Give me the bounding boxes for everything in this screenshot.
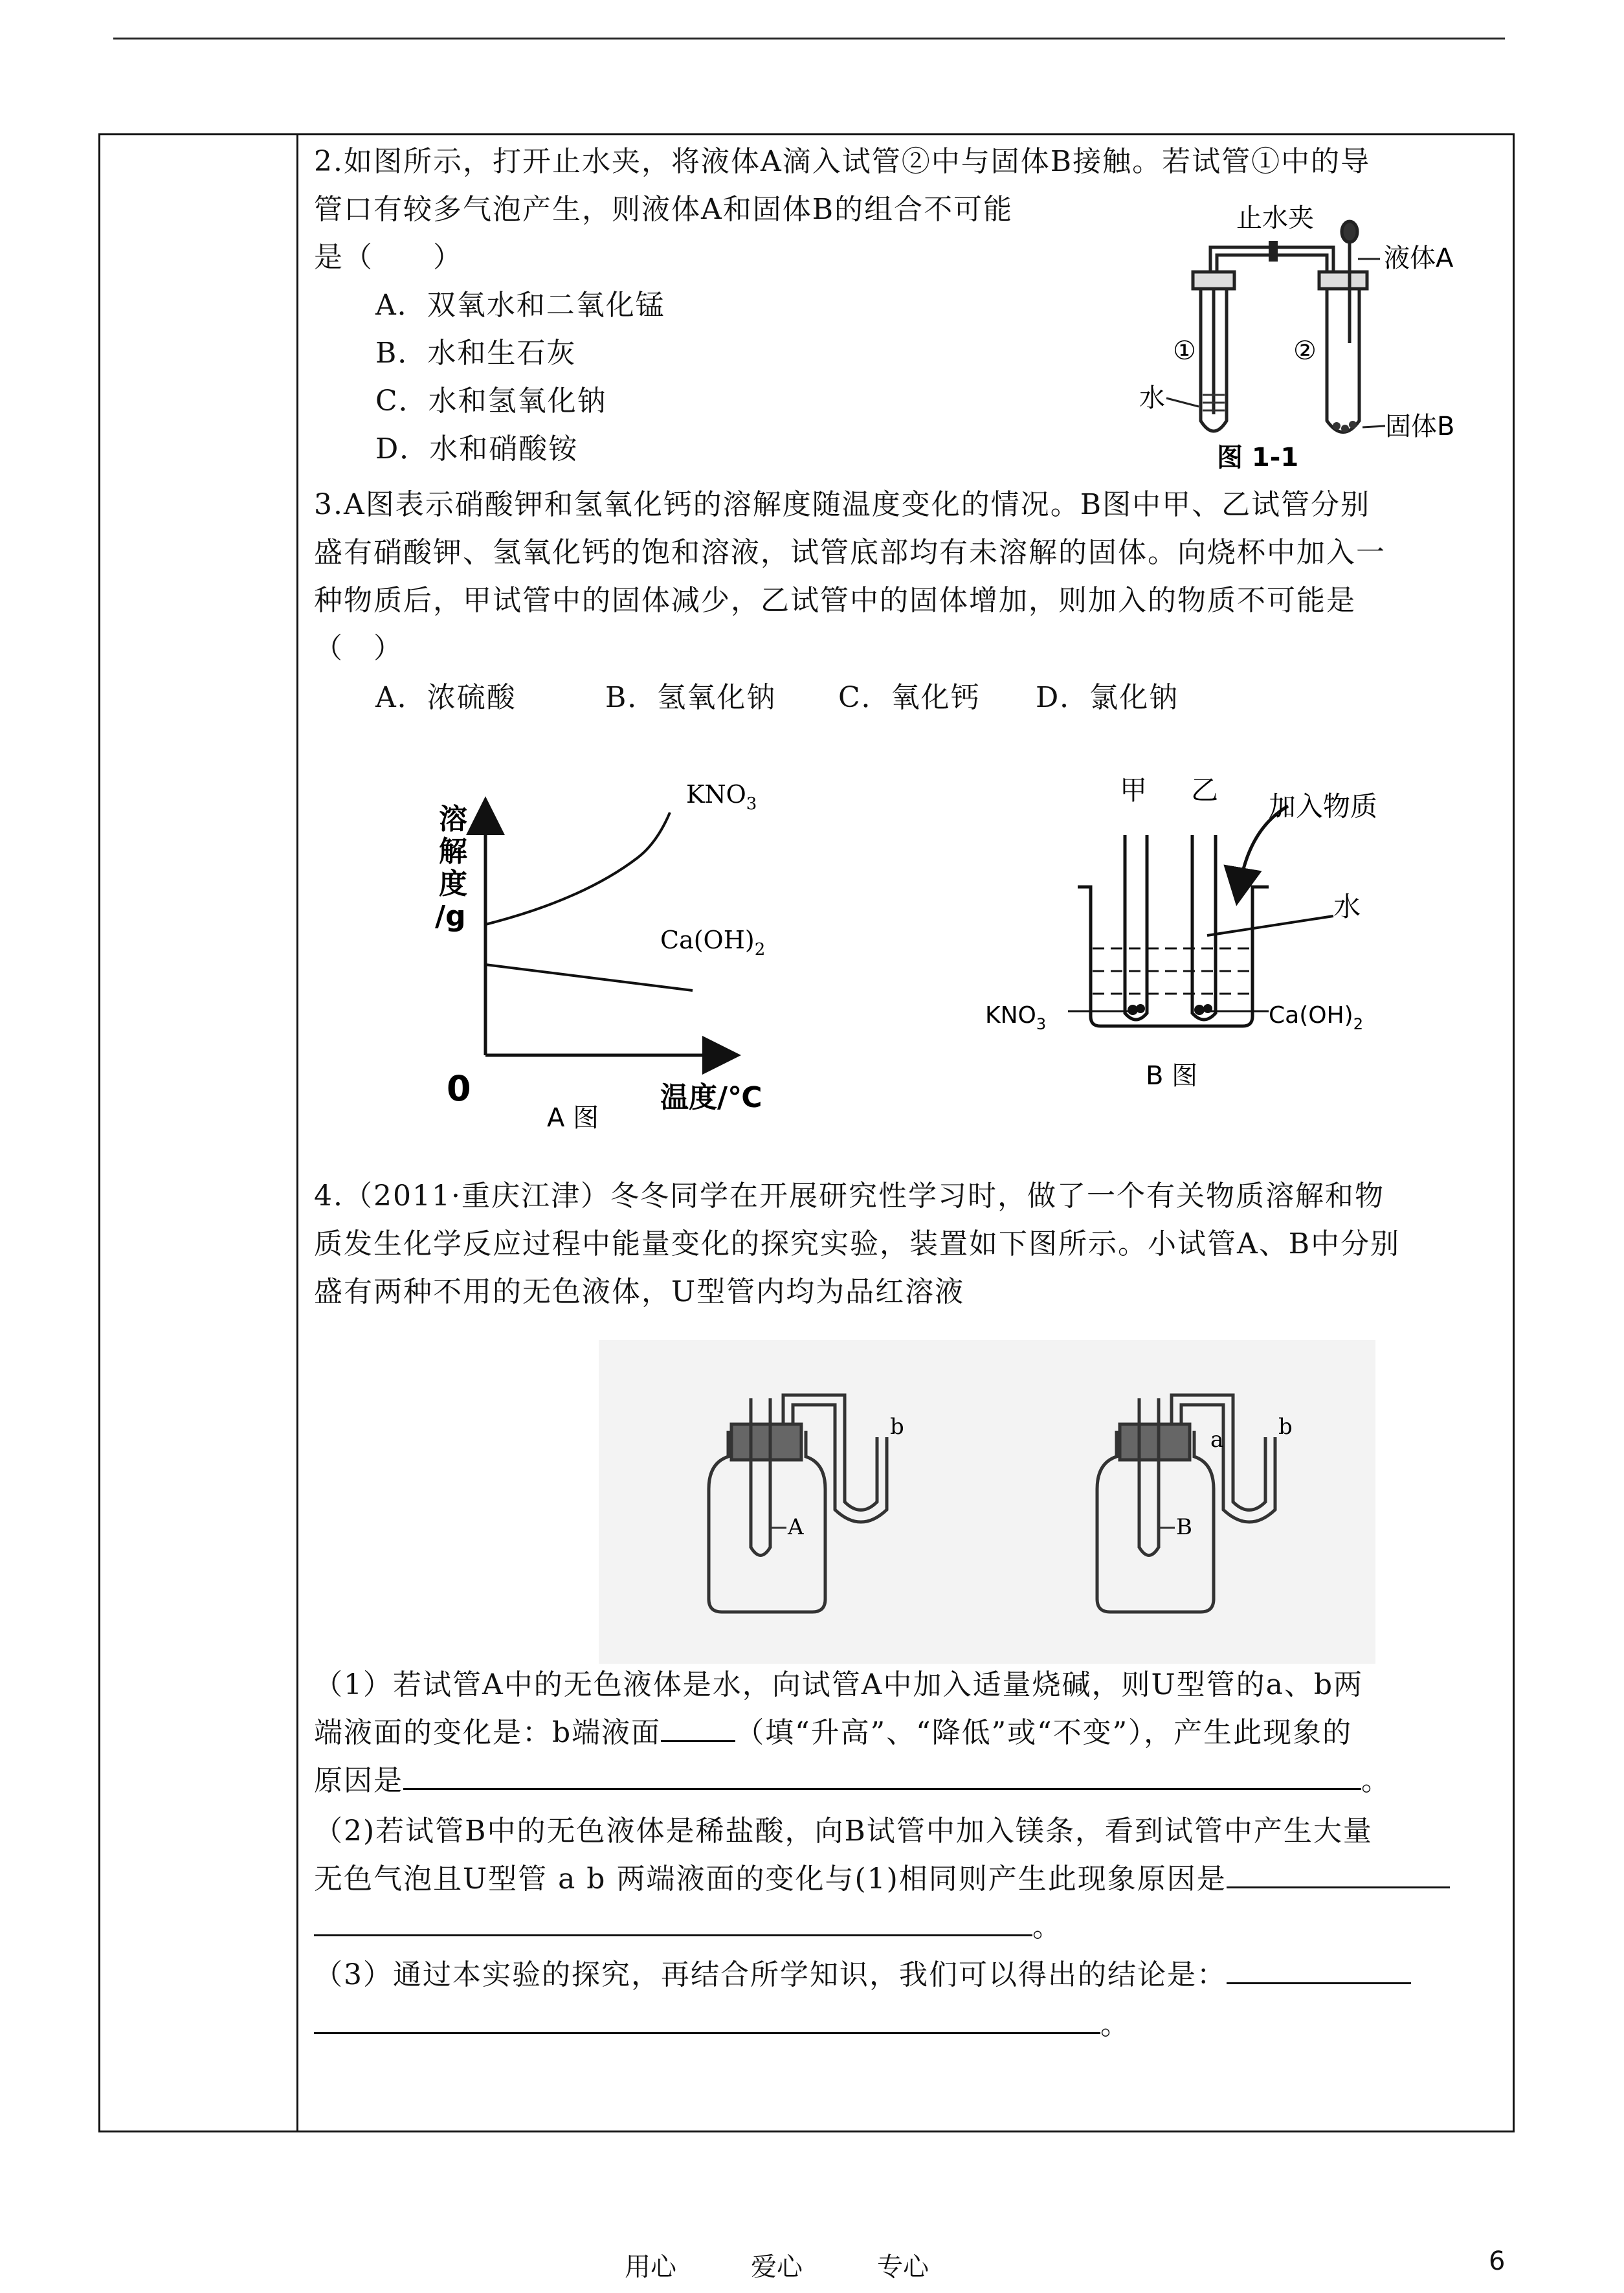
kno3-sub: 3 <box>746 794 757 814</box>
q3-option-c: C．氧化钙 <box>838 681 981 714</box>
label-tube-b: B <box>1176 1514 1192 1540</box>
footer-item-1: 用心 <box>625 2252 676 2282</box>
label-added-substance: 加入物质 <box>1269 790 1378 822</box>
q2-line3: 是（ ） <box>314 241 463 274</box>
q4-sub1-line1: （1）若试管A中的无色液体是水，向试管A中加入适量烧碱，则U型管的a、b两 <box>314 1668 1364 1701</box>
header-rule <box>113 38 1505 39</box>
answer-blank-6[interactable] <box>314 2032 1100 2034</box>
label-tube-1: ① <box>1173 336 1196 366</box>
caoh2-line <box>485 965 693 990</box>
q2-option-a: A．双氧水和二氧化锰 <box>375 289 665 322</box>
period: 。 <box>1032 1910 1062 1943</box>
period: 。 <box>1361 1764 1391 1797</box>
answer-blank-3[interactable] <box>1227 1886 1450 1888</box>
label-caoh2-sub: 2 <box>1353 1015 1363 1033</box>
label-tube-2: ② <box>1293 336 1317 366</box>
caption-a: A 图 <box>547 1103 599 1133</box>
q3-line2: 盛有硝酸钾、氢氧化钙的饱和溶液，试管底部均有未溶解的固体。向烧杯中加入一 <box>314 536 1386 569</box>
answer-blank-2[interactable] <box>403 1788 1361 1790</box>
q4-line1: 4.（2011·重庆江津）冬冬同学在开展研究性学习时，做了一个有关物质溶解和物 <box>314 1180 1385 1213</box>
y-label-3: 度 <box>439 867 467 900</box>
answer-blank-5[interactable] <box>1227 1982 1411 1984</box>
page-number: 6 <box>1489 2246 1506 2276</box>
period: 。 <box>1100 2008 1130 2041</box>
caoh2-sub: 2 <box>754 940 766 959</box>
q2-option-d: D．水和硝酸铵 <box>375 432 579 465</box>
svg-text:Ca(OH)2 <box>660 926 765 959</box>
label-liquid-a: 液体A <box>1384 243 1454 273</box>
table-column-divider <box>296 133 298 2132</box>
x-axis-label: 温度/℃ <box>660 1081 762 1114</box>
q2-apparatus-figure <box>1139 201 1476 473</box>
q4-line2: 质发生化学反应过程中能量变化的探究实验，装置如下图所示。小试管A、B中分别 <box>314 1227 1401 1260</box>
q4-sub3-line1 <box>314 1951 1411 2000</box>
caption-b: B 图 <box>1146 1061 1198 1091</box>
q4-sub1-line3-text: 原因是 <box>314 1764 403 1797</box>
q4-sub2-line2-text: 无色气泡且U型管 a b 两端液面的变化与(1)相同则产生此现象原因是 <box>314 1862 1227 1896</box>
clamp-icon <box>1269 241 1278 262</box>
footer-item-2: 爱心 <box>751 2252 803 2282</box>
q3-line4: （ ） <box>314 632 403 665</box>
q4-sub1-line3 <box>314 1756 1391 1806</box>
label-jia: 甲 <box>1120 774 1148 806</box>
label-b-right: b <box>1278 1414 1293 1440</box>
label-a-right: a <box>1210 1427 1224 1453</box>
label-water: 水 <box>1333 891 1361 923</box>
q4-sub3-line1-text: （3）通过本实验的探究，再结合所学知识，我们可以得出的结论是： <box>314 1958 1227 1991</box>
label-kno3: KNO <box>985 1002 1036 1029</box>
svg-text:KNO3 <box>686 780 757 814</box>
q3-line3: 种物质后，甲试管中的固体减少，乙试管中的固体增加，则加入的物质不可能是 <box>314 584 1356 617</box>
q2-option-b: B．水和生石灰 <box>375 337 577 370</box>
q3-option-d: D．氯化钠 <box>1036 681 1179 714</box>
q4-sub2-line3 <box>314 1903 1062 1952</box>
q4-sub1-line2b: （填“升高”、“降低”或“不变”），产生此现象的 <box>735 1716 1353 1749</box>
kno3-curve <box>485 812 670 924</box>
label-solid-b: 固体B <box>1385 412 1455 442</box>
q2-line1: 2.如图所示，打开止水夹，将液体A滴入试管②中与固体B接触。若试管①中的导 <box>314 145 1371 178</box>
q3-figure-b-beaker <box>984 770 1437 1107</box>
label-clamp: 止水夹 <box>1236 203 1314 233</box>
q4-sub2-line2 <box>314 1855 1450 1904</box>
q2-line2: 管口有较多气泡产生，则液体A和固体B的组合不可能 <box>314 193 1014 226</box>
svg-text:KNO3 <box>985 1002 1046 1033</box>
kno3-label: KNO <box>686 780 746 809</box>
label-tube-a: A <box>788 1514 804 1540</box>
label-yi: 乙 <box>1191 774 1219 806</box>
q4-sub3-line2 <box>314 2000 1130 2050</box>
origin-label: 0 <box>447 1068 471 1109</box>
q3-option-b: B．氢氧化钠 <box>605 681 777 714</box>
q3-line1: 3.A图表示硝酸钾和氢氧化钙的溶解度随温度变化的情况。B图中甲、乙试管分别 <box>314 488 1371 521</box>
y-label-1: 溶 <box>439 803 467 836</box>
label-kno3-sub: 3 <box>1036 1015 1047 1033</box>
y-label-2: 解 <box>439 835 467 868</box>
q4-sub1-line2a: 端液面的变化是：b端液面 <box>314 1716 662 1749</box>
q3-figure-a-solubility-graph <box>421 770 874 1146</box>
answer-blank-4[interactable] <box>314 1934 1032 1936</box>
label-water: 水 <box>1139 383 1165 413</box>
y-label-4: /g <box>435 900 466 933</box>
svg-text:Ca(OH)2 <box>1269 1002 1363 1033</box>
q4-line3: 盛有两种不用的无色液体，U型管内均为品红溶液 <box>314 1275 965 1308</box>
q4-sub2-line1: （2)若试管B中的无色液体是稀盐酸，向B试管中加入镁条，看到试管中产生大量 <box>314 1815 1373 1848</box>
q3-option-a: A．浓硫酸 <box>375 681 517 714</box>
label-caoh2: Ca(OH) <box>1269 1002 1353 1029</box>
footer-item-3: 专心 <box>877 2252 929 2282</box>
tube-2 <box>1327 278 1359 432</box>
q4-apparatus-figure <box>599 1340 1375 1664</box>
answer-blank-1[interactable] <box>661 1740 735 1742</box>
caoh2-label: Ca(OH) <box>660 926 755 954</box>
figure-caption: 图 1-1 <box>1217 443 1299 473</box>
q4-sub1-line2 <box>314 1708 1352 1758</box>
q2-option-c: C．水和氢氧化钠 <box>375 385 607 418</box>
label-b-left: b <box>890 1414 904 1440</box>
